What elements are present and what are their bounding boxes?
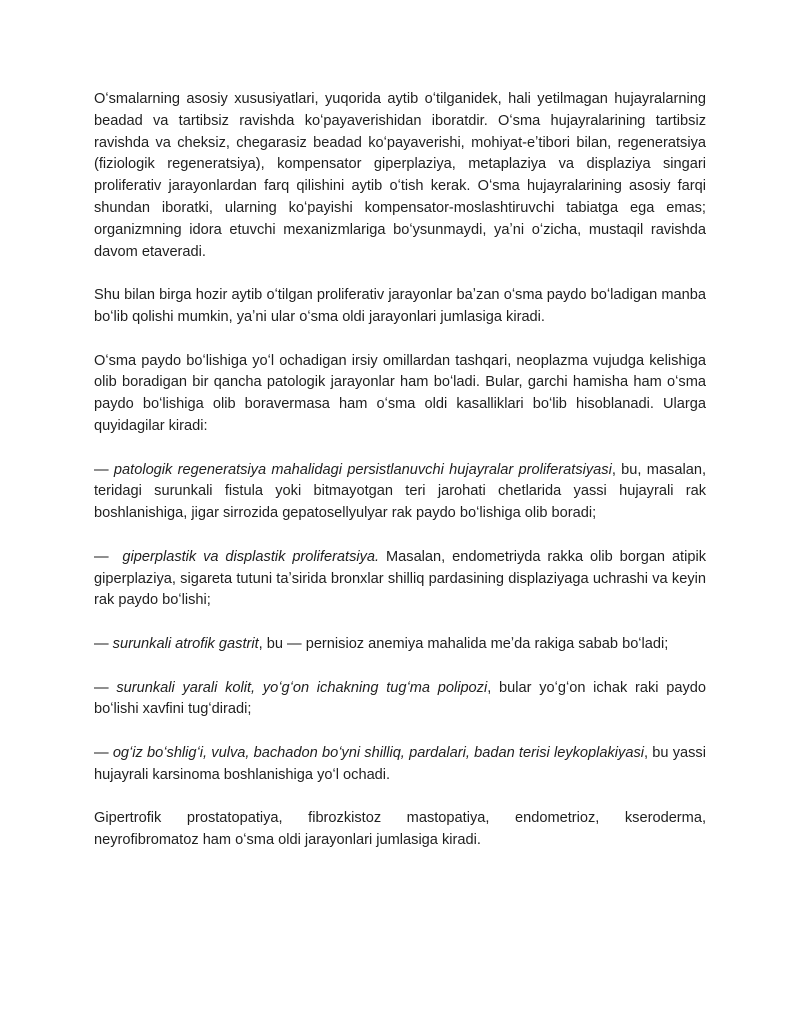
list-dash: — [94, 548, 123, 565]
list-dash: — [94, 635, 113, 652]
list-item [94, 743, 706, 787]
list-item [94, 678, 706, 722]
list-item [94, 547, 706, 612]
list-dash: — [94, 679, 117, 696]
paragraph-proliferative-sources: Shu bilan birga hozir aytib oʻtilgan proliferativ jarayonlar baʼzan oʻsma paydo boʻladigan manba boʻlib qolishi mumkin, yaʼni ular oʻsma oldi jarayonlari jumlasiga kiradi. [94, 287, 706, 325]
paragraph-tumor-properties: Oʻsmalarning asosiy xususiyatlari, yuqorida aytib oʻtilganidek, hali yetilmagan hujayralarning beadad va tartibsiz ravishda koʻpayaverishidan iboratdir. Oʻsma hujayralarining tartibsiz ravishda va cheksiz, chegarasiz beadad koʻpayaverishi, mohiyat-eʼtibori bilan, regeneratsiya (fiziologik regeneratsiya), kompensator giperplaziya, metaplaziya va displaziya singari proliferativ jarayonlardan farq qilishini aytib oʻtish kerak. Oʻsma hujayralarining asosiy farqi shundan iboratki, ularning koʻpayishi kompensator-moslashtiruvchi tabiatga ega emas; organizmning idora etuvchi mexanizmlariga boʻysunmaydi, yaʼni oʻzicha, mustaqil ravishda davom etaveradi. [94, 91, 706, 260]
list-item-text: , bular yoʻgʻon ichak raki paydo boʻlishi xavfini tugʻdiradi; [94, 679, 706, 718]
list-item-text: , bu yassi hujayrali karsinoma boshlanishiga yoʻl ochadi. [94, 744, 706, 783]
list-item-text: , bu, masalan, teridagi surunkali fistula yoki bitmayotgan teri jarohati chetlarida yassi hujayrali rak boshlanishiga, jigar sirrozida gepatosellyulyar rak paydo boʻlishiga olib boradi; [94, 461, 707, 522]
document-page [94, 89, 706, 874]
list-item-term: patologik regeneratsiya mahalidagi persistlanuvchi hujayralar proliferatsiyasi [113, 461, 612, 478]
list-item-term: giperplastik va displastik proliferatsiya. [122, 548, 380, 565]
list-dash: — [94, 461, 114, 478]
list-item [94, 460, 706, 525]
paragraph-precancer-intro: Oʻsma paydo boʻlishiga yoʻl ochadigan irsiy omillardan tashqari, neoplazma vujudga kelishiga olib boradigan bir qancha patologik jarayonlar ham boʻladi. Bular, garchi hamisha ham oʻsma paydo boʻlishiga olib boravermasa ham oʻsma oldi kasalliklari boʻlib hisoblanadi. Ularga quyidagilar kiradi: [94, 352, 706, 434]
list-item-text: Masalan, endometriyda rakka olib borgan atipik giperplaziya, sigareta tutuni taʼsirida bronxlar shilliq pardasining displaziyaga uchrashi va keyin rak paydo boʻlishi; [94, 548, 707, 609]
list-item-term: surunkali yarali kolit, yoʻgʻon ichakning tugʻma polipozi [116, 679, 488, 696]
list-item [94, 634, 706, 656]
list-dash: — [94, 744, 113, 761]
list-item-term: surunkali atrofik gastrit [112, 635, 259, 652]
list-item-text: , bu — pernisioz anemiya mahalida meʼda rakiga sabab boʻladi; [258, 635, 669, 652]
list-item-term: ogʻiz boʻshligʻi, vulva, bachadon boʻyni shilliq, pardalari, badan terisi leykoplakiyasi [112, 744, 644, 761]
paragraph-other-precancers: Gipertrofik prostatopatiya, fibrozkistoz mastopatiya, endometrioz, kseroderma, neyrofibromatoz ham oʻsma oldi jarayonlari jumlasiga kiradi. [94, 810, 706, 849]
